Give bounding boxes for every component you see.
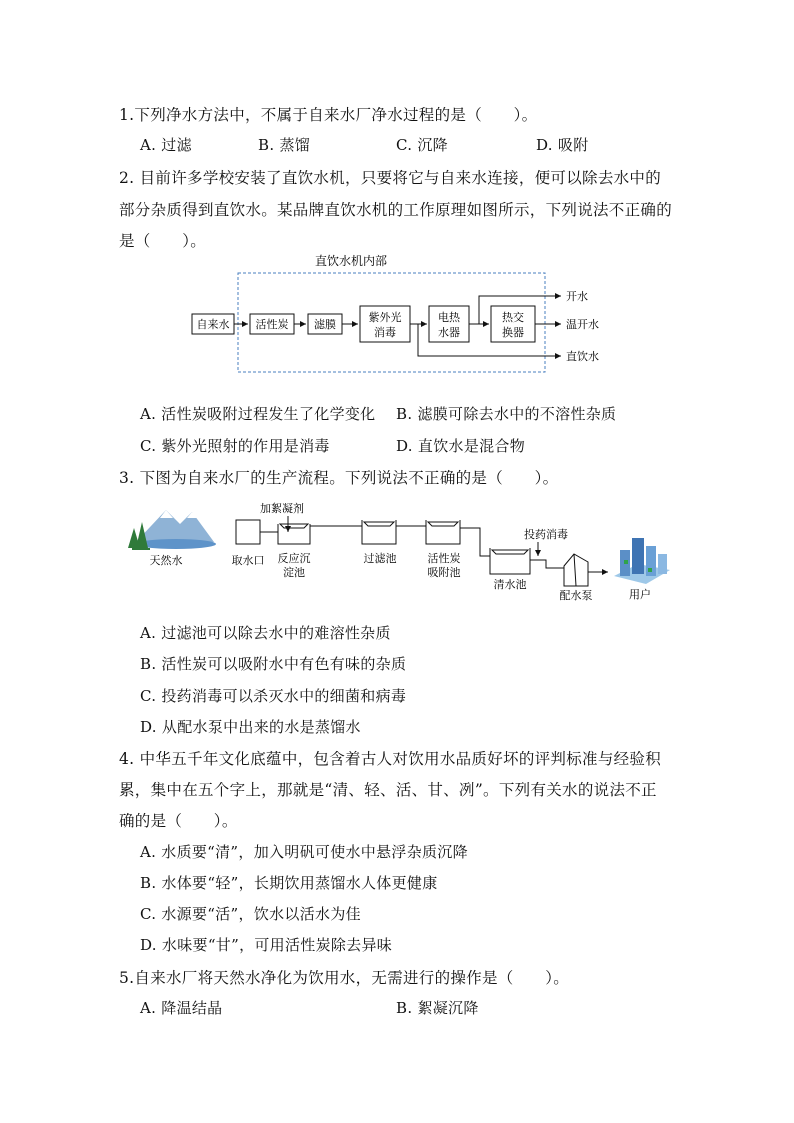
label-carbon-tank-1: 活性炭: [427, 552, 461, 565]
q1-option-a: A. 过滤: [140, 136, 192, 154]
q2-stem-line-3: 是（ ）。: [119, 232, 207, 250]
q2-stem-line-1: 2. 目前许多学校安装了直饮水机，只要将它与自来水连接，便可以除去水中的: [119, 169, 662, 187]
q3-stem: 3. 下图为自来水厂的生产流程。下列说法不正确的是（ ）。: [119, 469, 559, 487]
q4-option-b: B. 水体要“轻”，长期饮用蒸馏水人体更健康: [140, 874, 438, 892]
q3-option-b: B. 活性炭可以吸附水中有色有味的杂质: [140, 655, 407, 673]
output-boiled-water: 开水: [566, 290, 588, 303]
output-warm-water: 温开水: [566, 318, 599, 331]
mountain-lake-icon: [128, 510, 216, 550]
q2-option-c: C. 紫外光照射的作用是消毒: [140, 437, 330, 455]
clear-water-tank: [490, 548, 530, 574]
q4-option-d: D. 水味要“甘”，可用活性炭除去异味: [140, 936, 393, 954]
q4-option-a: A. 水质要“清”，加入明矾可使水中悬浮杂质沉降: [140, 843, 468, 861]
box-heat-exchanger-label-1: 热交: [502, 311, 524, 324]
output-direct-water: 直饮水: [566, 350, 599, 363]
q3-option-a: A. 过滤池可以除去水中的难溶性杂质: [140, 624, 391, 642]
box-heat-exchanger-label-2: 换器: [502, 326, 524, 339]
q4-stem-line-3: 确的是（ ）。: [119, 812, 238, 830]
box-activated-carbon-label: 活性炭: [255, 318, 289, 331]
q2-stem-line-2: 部分杂质得到直饮水。某品牌直饮水机的工作原理如图所示，下列说法不正确的: [119, 201, 673, 219]
q2-option-b: B. 滤膜可除去水中的不溶性杂质: [396, 405, 617, 423]
label-users: 用户: [629, 588, 651, 601]
label-reaction-tank-2: 淀池: [283, 566, 305, 579]
city-buildings-icon: [614, 538, 670, 584]
water-dispenser-diagram: [186, 251, 616, 376]
diagram-title: 直饮水机内部: [314, 254, 388, 268]
box-heater-label-2: 水器: [438, 326, 460, 339]
label-intake: 取水口: [231, 554, 265, 567]
label-filter-tank: 过滤池: [363, 552, 397, 565]
carbon-tank: [426, 520, 460, 544]
waterworks-flow-diagram: [118, 498, 678, 608]
label-clear-water-tank: 清水池: [493, 578, 527, 591]
box-tap-water-label: 自来水: [196, 318, 230, 331]
label-add-flocculant: 加絮凝剂: [260, 502, 304, 515]
filter-tank: [362, 520, 396, 544]
label-natural-water: 天然水: [149, 554, 183, 567]
q5-stem: 5.自来水厂将天然水净化为饮用水，无需进行的操作是（ ）。: [119, 969, 570, 987]
box-heater-label-1: 电热: [438, 311, 460, 324]
q4-option-c: C. 水源要“活”，饮水以活水为佳: [140, 905, 361, 923]
box-membrane-label: 滤膜: [314, 318, 336, 331]
q3-option-c: C. 投药消毒可以杀灭水中的细菌和病毒: [140, 687, 407, 705]
q4-stem-line-2: 累，集中在五个字上，那就是“清、轻、活、甘、冽”。下列有关水的说法不正: [119, 781, 657, 799]
q2-option-a: A. 活性炭吸附过程发生了化学变化: [140, 405, 376, 423]
q5-option-b: B. 絮凝沉降: [396, 999, 479, 1017]
q1-option-b: B. 蒸馏: [258, 136, 311, 154]
label-carbon-tank-2: 吸附池: [427, 566, 461, 579]
label-reaction-tank-1: 反应沉: [277, 552, 311, 565]
q1-stem: 1.下列净水方法中，不属于自来水厂净水过程的是（ ）。: [119, 106, 538, 124]
label-pump: 配水泵: [559, 589, 593, 602]
intake-box: [236, 520, 260, 544]
box-uv-label-1: 紫外光: [368, 311, 402, 324]
q4-stem-line-1: 4. 中华五千年文化底蕴中，包含着古人对饮用水品质好坏的评判标准与经验积: [119, 750, 662, 768]
q5-option-a: A. 降温结晶: [140, 999, 223, 1017]
box-uv-label-2: 消毒: [374, 326, 396, 339]
pump-icon: [564, 554, 588, 586]
q1-option-c: C. 沉降: [396, 136, 448, 154]
q1-option-d: D. 吸附: [536, 136, 589, 154]
q2-option-d: D. 直饮水是混合物: [396, 437, 526, 455]
label-disinfection: 投药消毒: [524, 528, 568, 541]
q3-option-d: D. 从配水泵中出来的水是蒸馏水: [140, 718, 361, 736]
